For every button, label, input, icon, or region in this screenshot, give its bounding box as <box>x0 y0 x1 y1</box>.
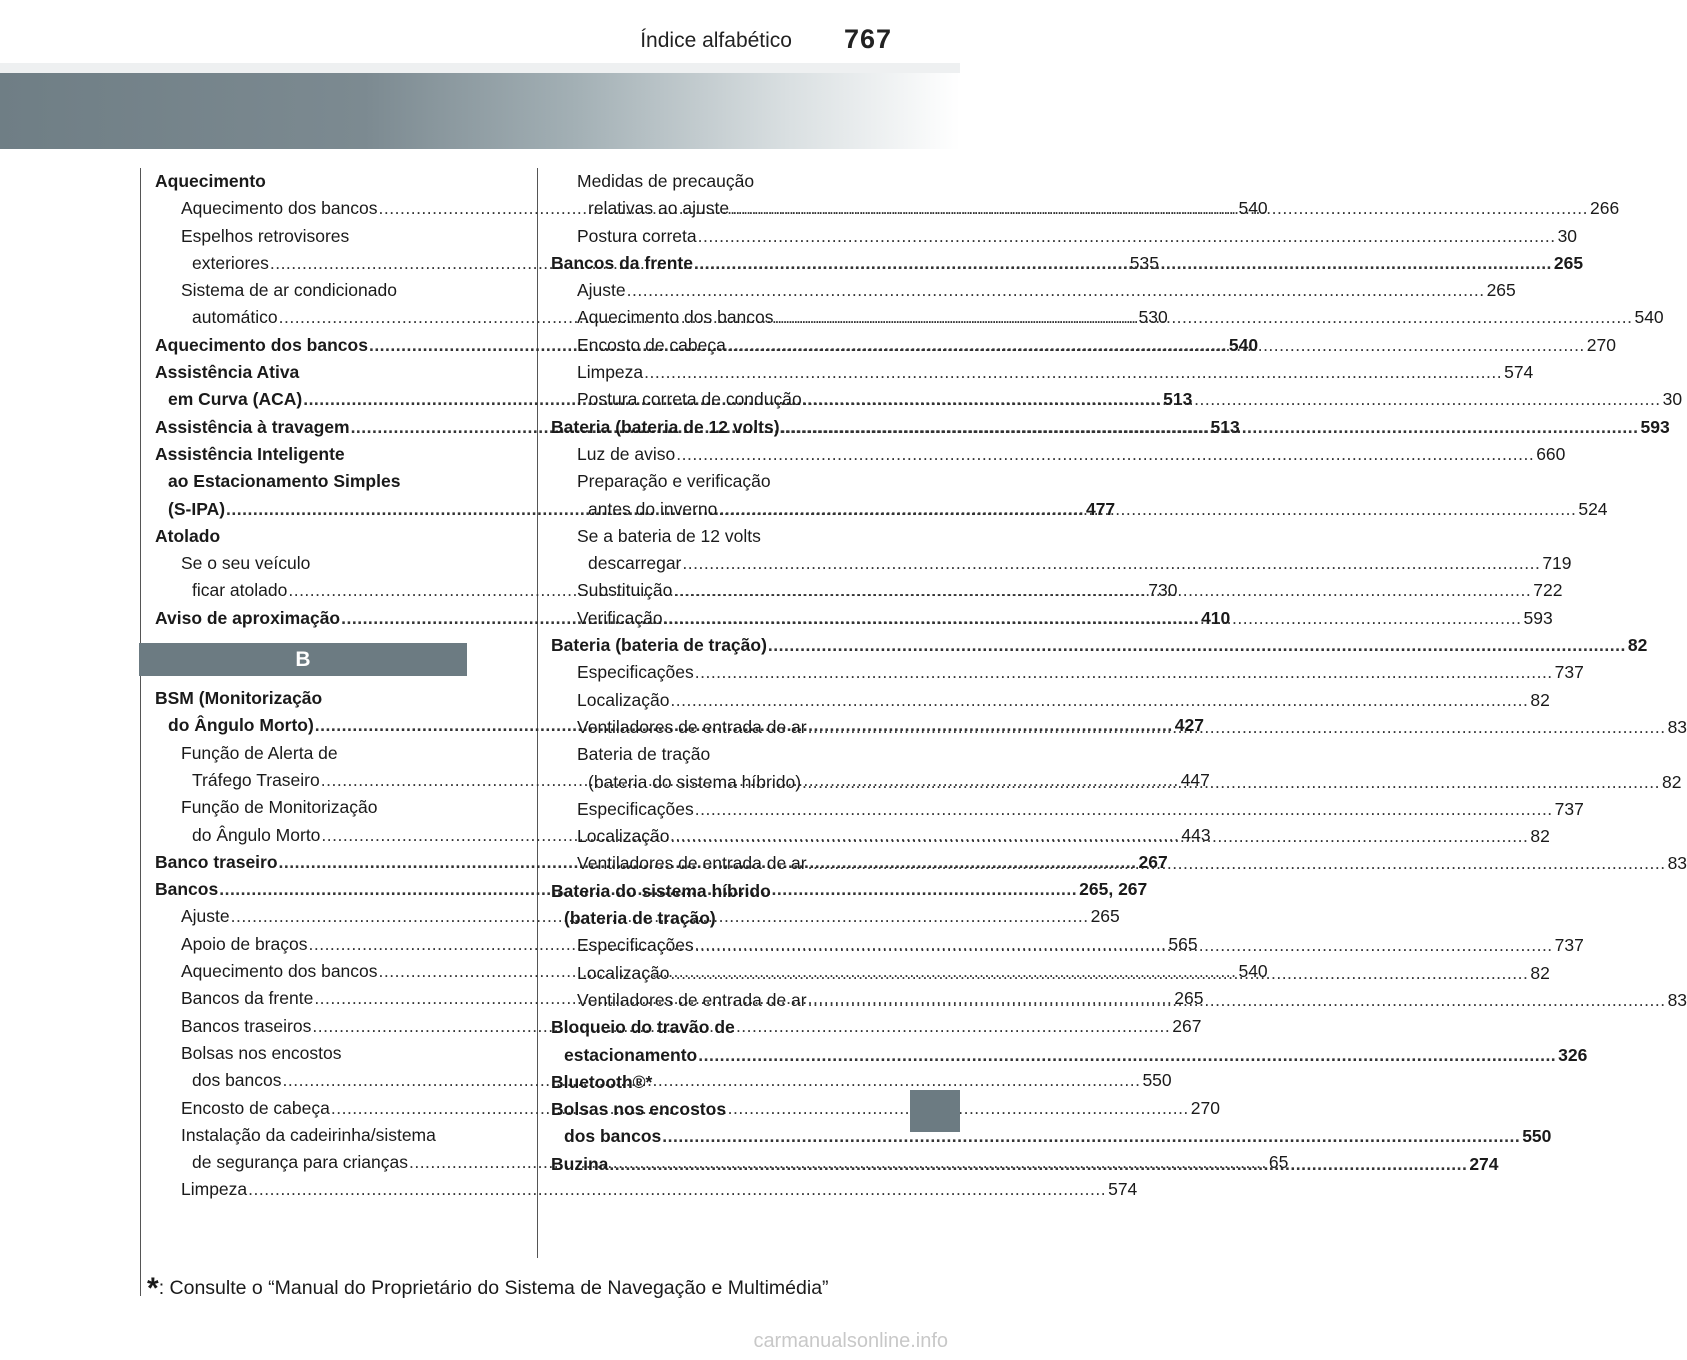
page-number: 767 <box>843 24 892 54</box>
dot-leader <box>682 550 1540 577</box>
index-entry <box>551 632 1648 659</box>
index-entry <box>155 794 467 821</box>
index-entry <box>551 687 1550 714</box>
dot-leader <box>808 714 1666 741</box>
entry-term: Postura correta <box>577 225 697 246</box>
entry-term: descarregar <box>588 553 682 574</box>
dot-leader <box>664 605 1522 632</box>
dot-leader <box>698 1042 1556 1069</box>
entry-term: (bateria do sistema híbrido) <box>588 771 802 792</box>
entry-term: Postura correta de condução <box>577 389 802 410</box>
entry-term: Verificação <box>577 607 663 628</box>
index-entry <box>155 523 467 550</box>
index-entry <box>551 1014 863 1041</box>
entry-page-number: 326 <box>1558 1044 1588 1065</box>
entry-page-number: 82 <box>1530 689 1550 710</box>
entry-term: Encosto de cabeça <box>181 1097 330 1118</box>
index-entry <box>551 1042 1588 1069</box>
entry-page-number: 267 <box>1138 851 1168 872</box>
entry-term: Bolsas nos encostos <box>551 1099 727 1120</box>
dot-leader <box>627 277 1485 304</box>
column-divider-left <box>140 168 141 1296</box>
index-entry <box>551 223 1578 250</box>
entry-term: Aquecimento <box>155 171 266 191</box>
index-entry <box>155 1176 1138 1203</box>
dot-leader <box>695 659 1553 686</box>
footnote <box>147 1272 829 1306</box>
entry-page-number: 524 <box>1578 498 1608 519</box>
entry-term: Ventiladores de entrada de ar <box>577 716 807 737</box>
entry-term: Buzina <box>551 1153 609 1174</box>
entry-page-number: 270 <box>1586 334 1616 355</box>
dot-leader <box>727 332 1585 359</box>
entry-page-number: 265 <box>1553 252 1584 273</box>
entry-page-number: 265 <box>1174 988 1204 1009</box>
entry-page-number: 265 <box>1090 906 1120 927</box>
entry-term: exteriores <box>192 252 269 273</box>
dot-leader <box>676 441 1534 468</box>
footnote-marker: * <box>147 1272 159 1305</box>
entry-term: Localização <box>577 962 670 983</box>
entry-term: Ventiladores de entrada de ar <box>577 989 807 1010</box>
entry-term: Apoio de braços <box>181 933 308 954</box>
index-entry <box>551 359 1534 386</box>
entry-term: estacionamento <box>564 1044 698 1065</box>
dot-leader <box>694 250 1552 277</box>
entry-page-number: 719 <box>1542 553 1572 574</box>
chapter-tab <box>910 1090 960 1132</box>
entry-page-number: 513 <box>1210 416 1240 437</box>
entry-page-number: 265 <box>1486 280 1516 301</box>
dot-leader <box>808 987 1666 1014</box>
page-header <box>0 0 960 64</box>
entry-term: Especificações <box>577 662 694 683</box>
entry-page-number: 266 <box>1590 198 1620 219</box>
index-entry <box>551 905 863 932</box>
dot-leader <box>662 1123 1520 1150</box>
page-title: Índice alfabético <box>640 29 792 52</box>
entry-term: Assistência à travagem <box>155 416 350 437</box>
dot-leader <box>698 223 1556 250</box>
index-entry <box>155 168 467 195</box>
entry-page-number: 83 <box>1667 989 1687 1010</box>
entry-term: Especificações <box>577 798 694 819</box>
index-entry <box>551 741 863 768</box>
index-entry <box>551 1123 1552 1150</box>
entry-term: dos bancos <box>564 1126 662 1147</box>
index-entry <box>551 1069 863 1096</box>
dot-leader <box>695 796 1553 823</box>
entry-term: Assistência Ativa <box>155 362 300 383</box>
entry-term: ao Estacionamento Simples <box>168 471 401 492</box>
entry-term: em Curva (ACA) <box>168 389 303 410</box>
index-entry <box>551 1096 863 1123</box>
entry-term: ficar atolado <box>192 580 288 601</box>
index-entry <box>551 550 1572 577</box>
entry-page-number: 737 <box>1554 662 1584 683</box>
dot-leader <box>248 1176 1106 1203</box>
entry-term: Preparação e verificação <box>577 471 771 492</box>
entry-term: Luz de aviso <box>577 443 676 464</box>
dot-leader <box>695 932 1553 959</box>
entry-term: do Ângulo Morto) <box>168 715 314 736</box>
entry-term: Aquecimento dos bancos <box>181 198 378 219</box>
entry-term: Função de Alerta de <box>181 742 338 763</box>
entry-page-number: 410 <box>1201 607 1231 628</box>
index-entry <box>551 277 1516 304</box>
footnote-text: : Consulte o “Manual do Proprietário do Sistema de Navegação e Multimédia” <box>158 1277 829 1299</box>
header-rule <box>0 63 960 73</box>
entry-page-number: 574 <box>1504 362 1534 383</box>
entry-term: Se a bateria de 12 volts <box>577 525 761 546</box>
entry-page-number: 722 <box>1533 580 1563 601</box>
entry-term: BSM (Monitorização <box>155 688 323 709</box>
entry-term: Bancos <box>155 879 219 900</box>
entry-page-number: 82 <box>1530 826 1550 847</box>
entry-term: Ajuste <box>577 280 626 301</box>
entry-term: Bluetooth®* <box>551 1071 653 1092</box>
entry-page-number: 447 <box>1180 769 1210 790</box>
dot-leader <box>644 359 1502 386</box>
entry-term: automático <box>192 307 278 328</box>
dot-leader <box>803 386 1661 413</box>
entry-page-number: 443 <box>1181 824 1211 845</box>
index-entry <box>551 468 863 495</box>
entry-page-number: 565 <box>1168 933 1198 954</box>
entry-page-number: 535 <box>1129 252 1159 273</box>
entry-page-number: 550 <box>1522 1126 1552 1147</box>
entry-page-number: 513 <box>1163 389 1193 410</box>
entry-term: Bateria de tração <box>577 744 711 765</box>
index-entry <box>155 740 467 767</box>
entry-term: (bateria de tração) <box>564 908 716 929</box>
entry-page-number: 83 <box>1667 853 1687 874</box>
dot-leader <box>718 496 1576 523</box>
entry-page-number: 83 <box>1667 716 1687 737</box>
entry-term: Tráfego Traseiro <box>192 769 320 790</box>
entry-term: Aquecimento dos bancos <box>155 334 368 355</box>
entry-term: Aquecimento dos bancos <box>181 961 378 982</box>
entry-term: Sistema de ar condicionado <box>181 280 397 301</box>
entry-page-number: 574 <box>1108 1179 1138 1200</box>
entry-page-number: 82 <box>1661 771 1682 792</box>
entry-term: Aquecimento dos bancos <box>577 307 774 328</box>
entry-term: (S-IPA) <box>168 498 226 519</box>
entry-page-number: 30 <box>1557 225 1578 246</box>
entry-term: Especificações <box>577 935 694 956</box>
entry-term: Bloqueio do travão de <box>551 1017 735 1038</box>
entry-term: de segurança para crianças <box>192 1152 408 1173</box>
entry-page-number: 730 <box>1148 580 1178 601</box>
index-entry <box>551 796 1584 823</box>
entry-page-number: 540 <box>1634 307 1664 328</box>
watermark: carmanualsonline.info <box>753 1330 948 1352</box>
entry-page-number: 267 <box>1172 1015 1202 1036</box>
section-header: B <box>139 643 467 676</box>
entry-page-number: 540 <box>1238 961 1268 982</box>
dot-leader <box>670 687 1528 714</box>
entry-term: Localização <box>577 689 670 710</box>
entry-term: Limpeza <box>577 362 644 383</box>
entry-term: Encosto de cabeça <box>577 334 726 355</box>
dot-leader <box>670 960 1528 987</box>
index-entry <box>551 659 1584 686</box>
index-entry <box>155 223 467 250</box>
entry-term: Localização <box>577 826 670 847</box>
entry-term: Se o seu veículo <box>181 553 311 574</box>
entry-page-number: 477 <box>1085 498 1116 519</box>
entry-term: Ajuste <box>181 906 230 927</box>
entry-term: Assistência Inteligente <box>155 443 345 464</box>
entry-term: Aviso de aproximação <box>155 607 341 628</box>
entry-page-number: 530 <box>1138 307 1168 328</box>
dot-leader <box>670 823 1528 850</box>
header-gradient-band <box>0 73 960 149</box>
entry-page-number: 540 <box>1228 334 1259 355</box>
index-entry <box>155 1122 467 1149</box>
dot-leader <box>775 304 1633 331</box>
entry-term: Bancos traseiros <box>181 1015 312 1036</box>
dot-leader <box>802 769 1660 796</box>
entry-term: Espelhos retrovisores <box>181 225 350 246</box>
entry-term: antes do inverno <box>588 498 718 519</box>
entry-page-number: 30 <box>1662 389 1683 410</box>
entry-page-number: 660 <box>1536 443 1566 464</box>
index-entry <box>155 1040 467 1067</box>
entry-page-number: 65 <box>1268 1152 1289 1173</box>
dot-leader <box>781 414 1639 441</box>
dot-leader <box>609 1151 1467 1178</box>
entry-page-number: 593 <box>1640 416 1670 437</box>
entry-page-number: 550 <box>1142 1070 1172 1091</box>
entry-page-number: 274 <box>1469 1153 1499 1174</box>
index-entry <box>551 168 863 195</box>
entry-term: Ventiladores de entrada de ar <box>577 853 807 874</box>
entry-term: Bancos da frente <box>551 252 693 273</box>
dot-leader <box>730 195 1588 222</box>
entry-term: dos bancos <box>192 1070 282 1091</box>
entry-term: Limpeza <box>181 1179 248 1200</box>
entry-term: Atolado <box>155 525 221 546</box>
index-entry <box>155 550 467 577</box>
entry-page-number: 82 <box>1530 962 1550 983</box>
entry-page-number: 737 <box>1554 935 1584 956</box>
entry-page-number: 82 <box>1627 635 1648 656</box>
entry-term: Bateria (bateria de tração) <box>551 635 767 656</box>
dot-leader <box>808 850 1666 877</box>
entry-term: Bateria (bateria de 12 volts) <box>551 416 780 437</box>
entry-page-number: 265, 267 <box>1079 879 1148 900</box>
dot-leader <box>768 632 1626 659</box>
entry-term: relativas ao ajuste <box>588 198 730 219</box>
dot-leader <box>673 577 1531 604</box>
index-entry <box>551 878 863 905</box>
entry-term: Bolsas nos encostos <box>181 1042 342 1063</box>
entry-page-number: 737 <box>1554 798 1584 819</box>
index-entry <box>155 468 467 495</box>
index-entry <box>155 441 467 468</box>
entry-term: Banco traseiro <box>155 851 278 872</box>
entry-term: Instalação da cadeirinha/sistema <box>181 1124 436 1145</box>
entry-term: Bateria do sistema híbrido <box>551 880 771 901</box>
entry-term: Função de Monitorização <box>181 797 378 818</box>
entry-page-number: 427 <box>1174 715 1204 736</box>
index-entry <box>155 277 467 304</box>
entry-term: Substituição <box>577 580 673 601</box>
index-entry <box>155 685 467 712</box>
entry-term: do Ângulo Morto <box>192 824 321 845</box>
entry-page-number: 270 <box>1190 1097 1220 1118</box>
entry-term: Bancos da frente <box>181 988 314 1009</box>
index-entry <box>551 523 863 550</box>
index-entry <box>551 441 1566 468</box>
entry-page-number: 540 <box>1238 198 1268 219</box>
index-entry <box>155 359 467 386</box>
entry-term: Medidas de precaução <box>577 171 755 191</box>
entry-page-number: 593 <box>1523 607 1553 628</box>
